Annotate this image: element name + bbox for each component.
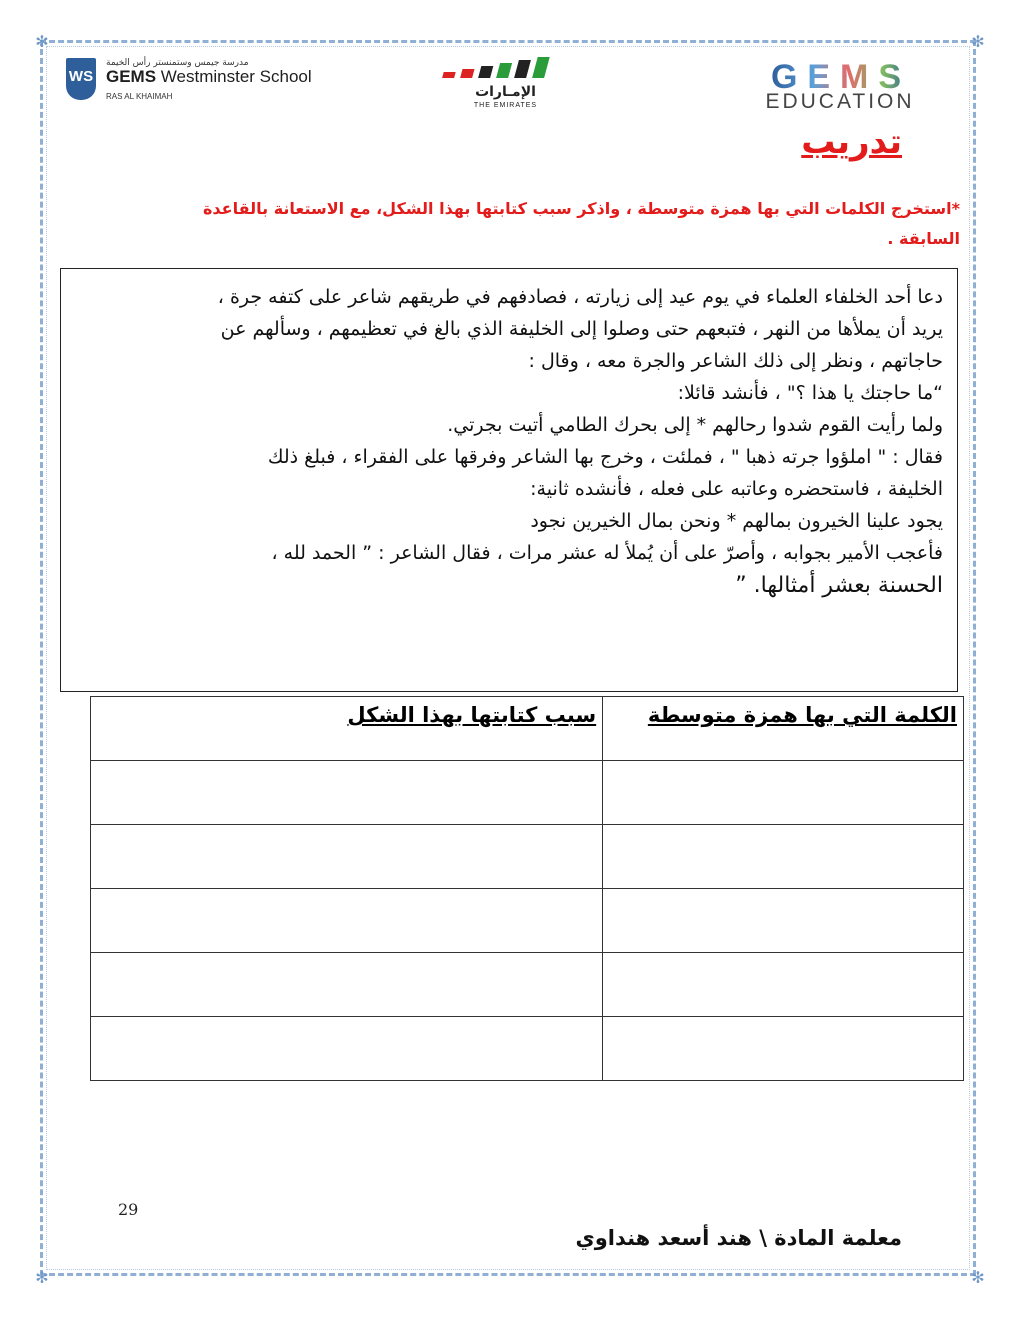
reason-cell[interactable] [91, 1017, 603, 1081]
emirates-english: THE EMIRATES [473, 102, 538, 109]
table-row [91, 761, 964, 825]
answer-table [90, 696, 964, 1081]
reason-cell[interactable] [91, 889, 603, 953]
school-arabic-name: مدرسة جيمس وستمنستر رأس الخيمة [106, 58, 249, 68]
page-number: 29 [118, 1200, 139, 1219]
school-logo [66, 58, 311, 108]
emirates-flag-icon [440, 56, 570, 86]
gems-wordmark-icon [725, 62, 957, 90]
word-cell[interactable] [603, 1017, 964, 1081]
header-word: الكلمة التي بها همزة متوسطة [603, 697, 964, 761]
table-header-row [91, 697, 964, 761]
gems-education-text: EDUCATION [765, 90, 915, 113]
passage-line: الحسنة بعشر أمثالها. ” [735, 573, 943, 598]
passage-line: فقال : " املؤوا جرته ذهبا " ، فملئت ، وخرج بها الشاعر وفرقها على الفقراء ، فبلغ ذلك [267, 446, 943, 468]
table-row [91, 889, 964, 953]
school-name: GEMS Westminster School [106, 67, 312, 86]
word-cell[interactable] [603, 889, 964, 953]
corner-ornament-icon: ✻ [35, 32, 49, 51]
reason-cell[interactable] [91, 761, 603, 825]
table-row [91, 953, 964, 1017]
header-reason: سبب كتابتها بهذا الشكل [91, 697, 603, 761]
passage-line: حاجاتهم ، ونظر إلى ذلك الشاعر والجرة معه ، وقال : [528, 350, 943, 372]
corner-ornament-icon: ✻ [971, 1268, 985, 1287]
teacher-name: معلمة المادة \ هند أسعد هنداوي [575, 1226, 902, 1250]
passage-line: دعا أحد الخلفاء العلماء في يوم عيد إلى زيارته ، فصادفهم في طريقهم شاعر على كتفه جرة ، [217, 286, 943, 308]
reason-cell[interactable] [91, 825, 603, 889]
passage-line: يجود علينا الخيرون بمالهم * ونحن بمال الخيرين نجود [530, 510, 943, 532]
school-badge-icon: WS [66, 58, 96, 100]
passage-line: يريد أن يملأها من النهر ، فتبعهم حتى وصلوا إلى الخليفة الذي بالغ في تعظيمهم ، وسألهم عن [220, 318, 943, 340]
word-cell[interactable] [603, 825, 964, 889]
emirates-arabic: الإمـارات [475, 84, 536, 100]
page-title: تدريب [801, 122, 902, 162]
reason-cell[interactable] [91, 953, 603, 1017]
corner-ornament-icon: ✻ [35, 1268, 49, 1287]
table-row [91, 1017, 964, 1081]
school-location: RAS AL KHAIMAH [106, 92, 173, 101]
word-cell[interactable] [603, 953, 964, 1017]
gems-education-logo [720, 62, 960, 112]
passage-line: فأعجب الأمير بجوابه ، وأصرّ على أن يُملأ له عشر مرات ، فقال الشاعر : ” الحمد لله ، [271, 542, 943, 564]
word-cell[interactable] [603, 761, 964, 825]
svg-text:GEMS: GEMS [770, 62, 912, 90]
passage-line: “ما حاجتك يا هذا ؟" ، فأنشد قائلا: [677, 382, 943, 404]
table-row [91, 825, 964, 889]
passage-line: الخليفة ، فاستحضره وعاتبه على فعله ، فأنشده ثانية: [530, 478, 943, 500]
corner-ornament-icon: ✻ [971, 32, 985, 51]
exercise-instruction: *استخرج الكلمات التي بها همزة متوسطة ، واذكر سبب كتابتها بهذا الشكل، مع الاستعانة بالقاعدة السابقة . [202, 199, 960, 248]
emirates-logo [440, 56, 570, 116]
reading-passage [60, 268, 958, 692]
passage-line: ولما رأيت القوم شدوا رحالهم * إلى بحرك الطامي أتيت بجرتي. [447, 414, 943, 436]
